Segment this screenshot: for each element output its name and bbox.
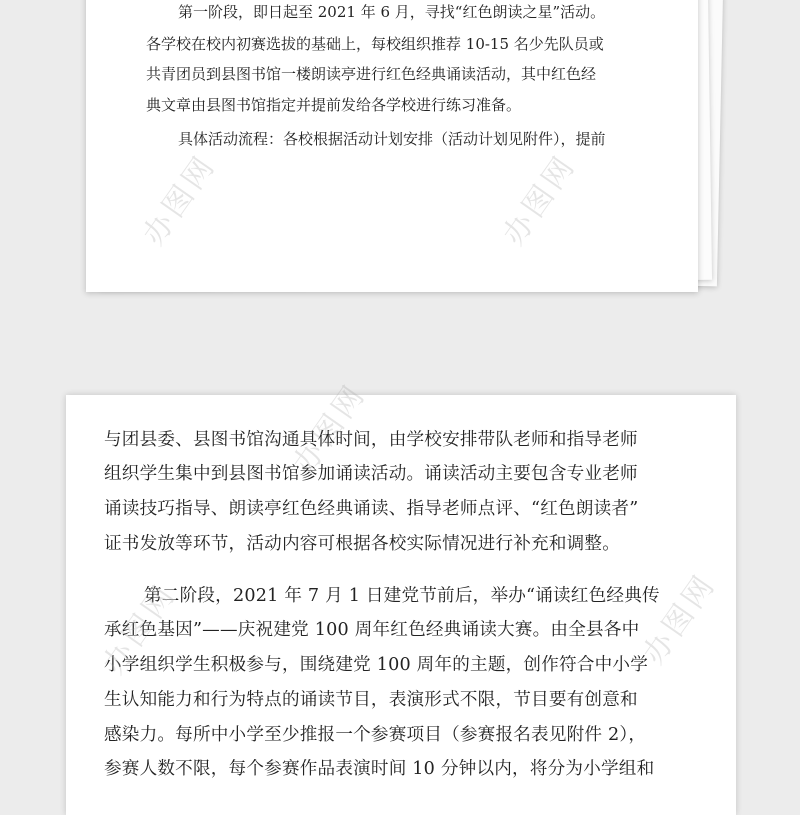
paragraph-line: 参赛人数不限，每个参赛作品表演时间 10 分钟以内，将分为小学组和 bbox=[104, 759, 655, 779]
paragraph-line: 共青团员到县图书馆一楼朗读亭进行红色经典诵读活动，其中红色经 bbox=[146, 65, 597, 83]
paragraph-line: 典文章由县图书馆指定并提前发给各学校进行练习准备。 bbox=[146, 96, 522, 114]
paragraph-line: 承红色基因”——庆祝建党 100 周年红色经典诵读大赛。由全县各中 bbox=[104, 620, 640, 640]
paragraph-line: 组织学生集中到县图书馆参加诵读活动。诵读活动主要包含专业老师 bbox=[104, 464, 638, 484]
paragraph-line: 感染力。每所中小学至少推报一个参赛项目（参赛报名表见附件 2）， bbox=[104, 725, 647, 745]
watermark-text: 办图网 bbox=[96, 577, 184, 681]
paragraph-line: 诵读技巧指导、朗读亭红色经典诵读、指导老师点评、“红色朗读者” bbox=[104, 499, 639, 519]
watermark-text: 办图网 bbox=[636, 567, 724, 671]
watermark-text: 办图网 bbox=[496, 148, 584, 252]
paragraph-line: 具体活动流程：各校根据活动计划安排（活动计划见附件），提前 bbox=[178, 130, 606, 148]
paragraph-line: 第一阶段，即日起至 2021 年 6 月，寻找“红色朗读之星”活动。 bbox=[178, 3, 606, 21]
paragraph-line: 与团县委、县图书馆沟通具体时间，由学校安排带队老师和指导老师 bbox=[104, 430, 638, 450]
paragraph-line: 生认知能力和行为特点的诵读节目，表演形式不限，节目要有创意和 bbox=[104, 690, 638, 710]
watermark-text: 办图网 bbox=[286, 377, 374, 481]
paragraph-line: 证书发放等环节，活动内容可根据各校实际情况进行补充和调整。 bbox=[104, 534, 621, 554]
document-page-bottom bbox=[66, 377, 736, 815]
paragraph-line: 第二阶段，2021 年 7 月 1 日建党节前后，举办“诵读红色经典传 bbox=[144, 586, 660, 606]
watermark-text: 办图网 bbox=[136, 148, 224, 252]
paragraph-line: 小学组织学生积极参与，围绕建党 100 周年的主题，创作符合中小学 bbox=[104, 655, 648, 675]
document-page-top bbox=[86, 0, 698, 292]
paragraph-line: 各学校在校内初赛选拔的基础上，每校组织推荐 10-15 名少先队员或 bbox=[146, 35, 604, 53]
